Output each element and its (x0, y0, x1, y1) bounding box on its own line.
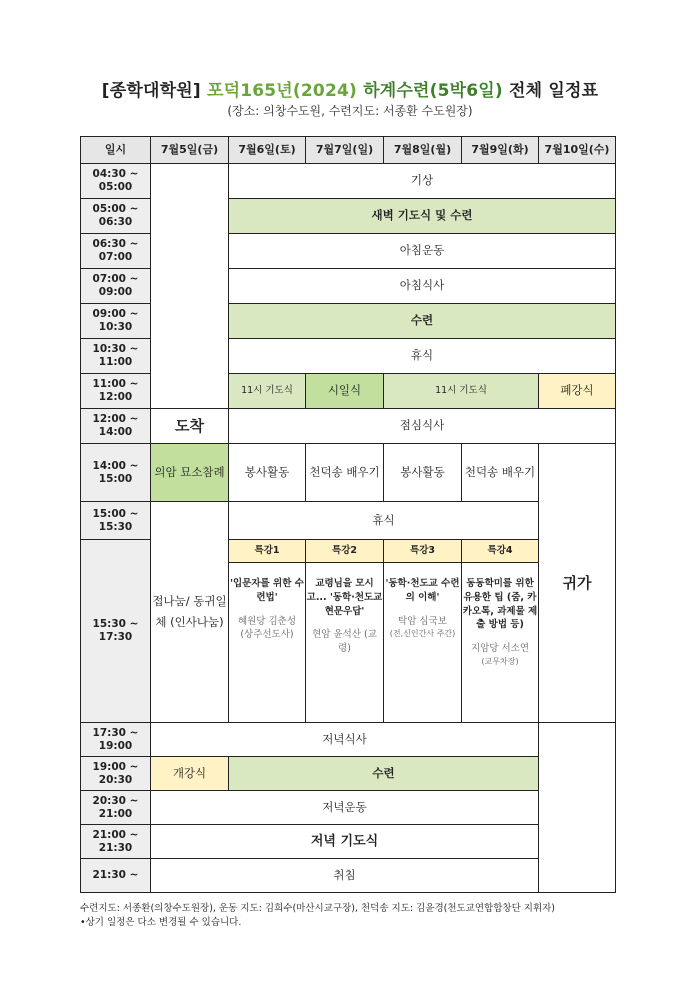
header-jul6: 7월6일(토) (229, 137, 306, 164)
time-cell: 07:00 ~ 09:00 (81, 269, 151, 304)
lecture-role: 현암 윤석산 (교령) (312, 629, 377, 655)
special-lecture-2 (306, 563, 384, 723)
table-row (81, 164, 616, 199)
table-row (81, 444, 616, 502)
special-lecture-4 (462, 563, 539, 723)
footnote-change-notice: •상기 일정은 다소 변경될 수 있습니다. (80, 917, 242, 928)
empty-cell (539, 723, 616, 893)
fellowship-cell: 접나눔/ 동귀일체 (인사나눔) (151, 502, 229, 723)
service-cell: 봉사활동 (384, 444, 462, 502)
lecture-title: '입문자를 위한 수련법' (230, 578, 304, 603)
closing-ceremony-cell: 폐강식 (539, 374, 616, 409)
title-part-year: 포덕165년(2024) (206, 81, 357, 101)
time-cell: 09:00 ~ 10:30 (81, 304, 151, 339)
training-am-cell: 수련 (229, 304, 616, 339)
arrival-cell: 도착 (151, 409, 229, 444)
table-row (81, 757, 616, 791)
table-row (81, 409, 616, 444)
time-cell: 17:30 ~ 19:00 (81, 723, 151, 757)
document-subtitle: (장소: 의창수도원, 수련지도: 서종환 수도원장) (227, 104, 473, 118)
tomb-visit-cell: 의암 묘소참례 (151, 444, 229, 502)
table-row (81, 825, 616, 859)
schedule-table (80, 136, 616, 893)
lecture-role: (전,신인간사 주간) (389, 629, 456, 639)
shiilsik-cell: 시일식 (306, 374, 384, 409)
dawn-prayer-cell: 새벽 기도식 및 수련 (229, 199, 616, 234)
lecture-role: (상주선도사) (240, 629, 294, 641)
lunch-cell: 점심식사 (229, 409, 616, 444)
time-cell: 20:30 ~ 21:00 (81, 791, 151, 825)
time-cell: 21:00 ~ 21:30 (81, 825, 151, 859)
document-title (0, 76, 700, 101)
special-lecture-2-label: 특강2 (306, 540, 384, 563)
empty-cell (151, 164, 229, 409)
lecture-title: 교령님을 모시고... '동학·천도교 현문우답' (306, 578, 383, 617)
cheondeok-song-cell: 천덕송 배우기 (306, 444, 384, 502)
lecture-role: (교무차장) (481, 656, 519, 666)
time-cell: 06:30 ~ 07:00 (81, 234, 151, 269)
special-lecture-3-label: 특강3 (384, 540, 462, 563)
time-cell: 04:30 ~ 05:00 (81, 164, 151, 199)
breakfast-cell: 아침식사 (229, 269, 616, 304)
header-jul10: 7월10일(수) (539, 137, 616, 164)
evening-prayer-cell: 저녁 기도식 (151, 825, 539, 859)
return-home-cell: 귀가 (539, 444, 616, 723)
header-row (81, 137, 616, 164)
time-cell: 11:00 ~ 12:00 (81, 374, 151, 409)
special-lecture-3 (384, 563, 462, 723)
rest-pm-cell: 휴식 (229, 502, 539, 540)
time-cell: 12:00 ~ 14:00 (81, 409, 151, 444)
time-cell: 19:00 ~ 20:30 (81, 757, 151, 791)
header-jul7: 7월7일(일) (306, 137, 384, 164)
table-row (81, 859, 616, 893)
time-cell: 14:00 ~ 15:00 (81, 444, 151, 502)
rest-am-cell: 휴식 (229, 339, 616, 374)
time-cell: 21:30 ~ (81, 859, 151, 893)
title-part-schedule: 전체 일정표 (508, 81, 599, 101)
lecture-title: 동동학미를 위한 유용한 팁 (줌, 카카오톡, 과제물 제출 방법 등) (462, 578, 538, 631)
cheondeok-song-cell: 천덕송 배우기 (462, 444, 539, 502)
footnote-instructors: 수련지도: 서종환(의창수도원장), 운동 지도: 김희수(마산시교구장), 천덕송 지도: 김윤경(천도교연합합창단 지휘자) (80, 903, 556, 914)
time-cell: 05:00 ~ 06:30 (81, 199, 151, 234)
dinner-cell: 저녁식사 (151, 723, 539, 757)
lecture-title: '동학·천도교 수련의 이해' (385, 578, 460, 603)
prayer-11-cell: 11시 기도식 (384, 374, 539, 409)
training-pm-cell: 수련 (229, 757, 539, 791)
title-part-school: [종학대학원] (101, 81, 201, 101)
table-row (81, 791, 616, 825)
lecture-speaker: 지암당 서소연 (470, 643, 530, 655)
time-cell: 10:30 ~ 11:00 (81, 339, 151, 374)
title-part-program: 하계수련(5박6일) (363, 81, 503, 101)
lecture-speaker: 혜원당 김춘성 (237, 615, 297, 627)
sleep-cell: 취침 (151, 859, 539, 893)
evening-exercise-cell: 저녁운동 (151, 791, 539, 825)
time-cell: 15:00 ~ 15:30 (81, 502, 151, 540)
service-cell: 봉사활동 (229, 444, 306, 502)
morning-exercise-cell: 아침운동 (229, 234, 616, 269)
special-lecture-4-label: 특강4 (462, 540, 539, 563)
special-lecture-1 (229, 563, 306, 723)
lecture-speaker: 탁암 심국보 (398, 615, 447, 627)
wake-cell: 기상 (229, 164, 616, 199)
table-row (81, 502, 616, 540)
table-row (81, 723, 616, 757)
header-jul5: 7월5일(금) (151, 137, 229, 164)
header-datetime: 일시 (81, 137, 151, 164)
header-jul9: 7월9일(화) (462, 137, 539, 164)
opening-ceremony-cell: 개강식 (151, 757, 229, 791)
time-cell: 15:30 ~ 17:30 (81, 540, 151, 723)
prayer-11-cell: 11시 기도식 (229, 374, 306, 409)
special-lecture-1-label: 특강1 (229, 540, 306, 563)
header-jul8: 7월8일(월) (384, 137, 462, 164)
